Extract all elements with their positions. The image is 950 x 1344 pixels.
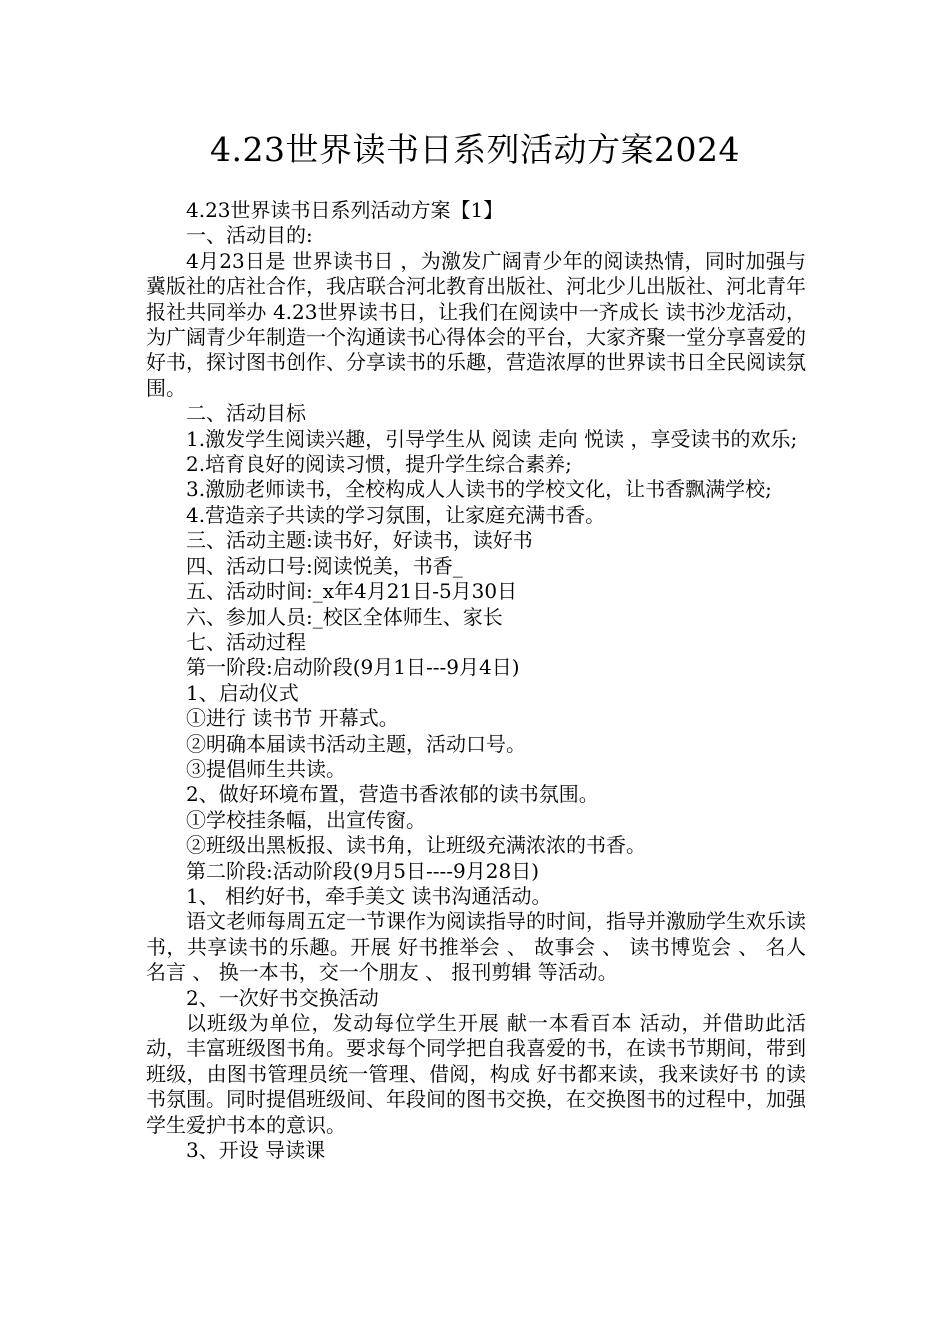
paragraph-time: 五、活动时间:_x年4月21日-5月30日: [186, 579, 518, 604]
paragraph-stage-2-item-1: 1、 相约好书，牵手美文 读书沟通活动。: [186, 883, 552, 908]
document-body: [146, 198, 806, 1163]
paragraph-stage-2: 第二阶段:活动阶段(9月5日----9月28日): [186, 858, 539, 883]
paragraph-stage-1-item-2: 2、做好环境布置，营造书香浓郁的读书氛围。: [186, 782, 599, 807]
paragraph-stage-2-item-3: 3、开设 导读课: [186, 1138, 326, 1163]
paragraph-purpose-text: 4月23日是 世界读书日 ，为激发广阔青少年的阅读热情，同时加强与冀版社的店社合作，我店联合河北教育出版社、河北少儿出版社、河北青年报社共同举办 4.23世界读书日，让我们在阅读中一齐成长 读书沙龙活动，为广阔青少年制造一个沟通读书心得体会的平台，大家齐聚一堂分享喜爱的好书，探讨图书创作、分享读书的乐趣，营造浓厚的世界读书日全民阅读氛围。: [146, 248, 806, 400]
paragraph-stage-1-item-1: 1、启动仪式: [186, 680, 299, 705]
paragraph-stage-1-sub-3: ③提倡师生共读。: [186, 756, 346, 781]
paragraph-goal-4: 4.营造亲子共读的学习氛围，让家庭充满书香。: [186, 502, 606, 527]
paragraph-theme: 三、活动主题:读书好，好读书，读好书: [186, 528, 533, 553]
paragraph-section-title: 4.23世界读书日系列活动方案【1】: [186, 198, 504, 222]
paragraph-goal-2: 2.培育良好的阅读习惯，提升学生综合素养;: [186, 452, 572, 477]
paragraph-stage-2-item-2-text: 以班级为单位，发动每位学生开展 献一本看百本 活动，并借助此活动，丰富班级图书角。要求每个同学把自我喜爱的书，在读书节期间，带到班级，由图书管理员统一管理、借阅，构成 好书都来读，我来读好书 的读书氛围。同时提倡班级间、年段间的图书交换，在交换图书的过程中，加强学生爱护书本的意识。: [146, 1011, 806, 1137]
paragraph-stage-1: 第一阶段:启动阶段(9月1日---9月4日): [186, 655, 520, 680]
paragraph-slogan: 四、活动口号:阅读悦美，书香_: [186, 553, 463, 578]
document-title: 4.23世界读书日系列活动方案2024: [210, 130, 740, 169]
paragraph-heading-goals: 二、活动目标: [186, 401, 306, 426]
paragraph-goal-1: 1.激发学生阅读兴趣，引导学生从 阅读 走向 悦读 ，享受读书的欢乐;: [186, 426, 798, 451]
paragraph-stage-1-sub-4: ①学校挂条幅，出宣传窗。: [186, 807, 426, 832]
paragraph-stage-1-sub-5: ②班级出黑板报、读书角，让班级充满浓浓的书香。: [186, 833, 646, 858]
paragraph-goal-3: 3.激励老师读书，全校构成人人读书的学校文化，让书香飘满学校;: [186, 477, 772, 502]
paragraph-heading-process: 七、活动过程: [186, 629, 306, 654]
paragraph-heading-purpose: 一、活动目的:: [186, 223, 313, 248]
paragraph-stage-1-sub-1: ①进行 读书节 开幕式。: [186, 706, 399, 731]
paragraph-stage-1-sub-2: ②明确本届读书活动主题，活动口号。: [186, 731, 526, 756]
paragraph-participants: 六、参加人员:_校区全体师生、家长: [186, 604, 503, 629]
paragraph-stage-2-item-1-text: 语文老师每周五定一节课作为阅读指导的时间，指导并激励学生欢乐读书，共享读书的乐趣。开展 好书推举会 、 故事会 、 读书博览会 、 名人名言 、 换一本书，交一个朋友 、 报刊剪辑 等活动。: [146, 909, 806, 985]
paragraph-stage-2-item-2: 2、一次好书交换活动: [186, 985, 379, 1010]
